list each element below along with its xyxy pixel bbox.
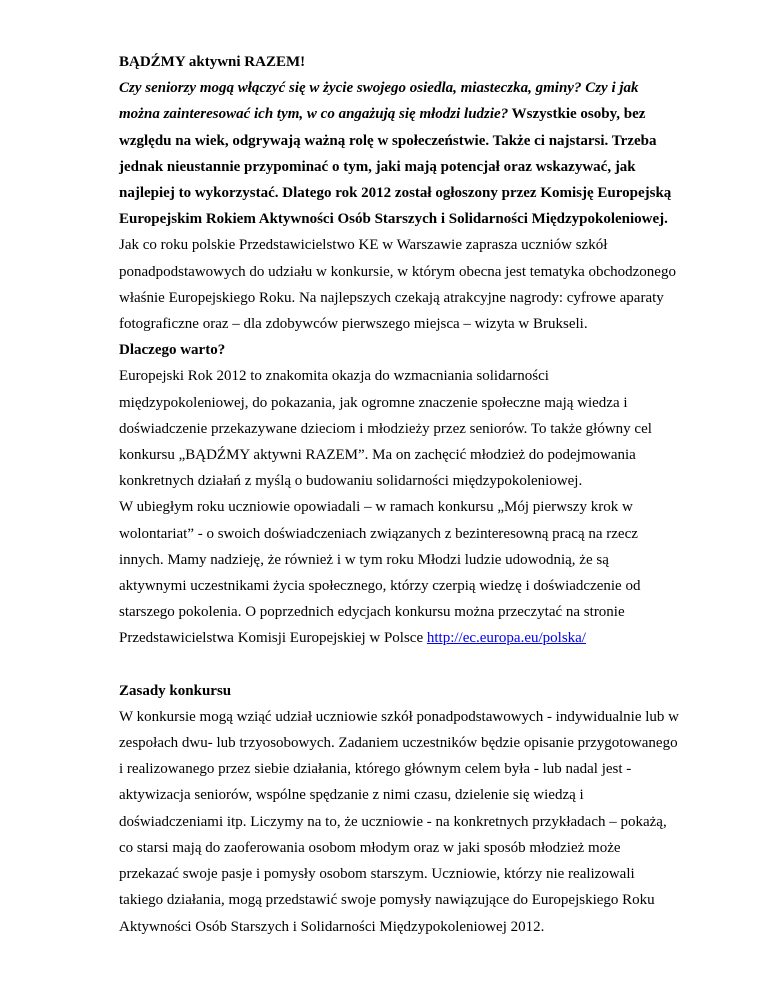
paragraph-why: Europejski Rok 2012 to znakomita okazja do wzmacniania solidarności międzypokoleniowej, do pokazania, jak ogromne znaczenie społeczne mają wiedza i doświadczenie przekazywane dzieciom i młodzieży przez seniorów. To także główny cel konkursu „BĄDŹMY aktywni RAZEM”. Ma on zachęcić młodzież do podejmowania konkretnych działań z myślą o budowaniu solidarności międzypokoleniowej.: [119, 368, 652, 490]
ec-europa-link[interactable]: http://ec.europa.eu/polska/: [426, 630, 586, 647]
paragraph-invitation: Jak co roku polskie Przedstawicielstwo KE w Warszawie zaprasza uczniów szkół ponadpodstawowych do udziału w konkursie, w którym obecna jest tematyka obchodzonego właśnie Europejskiego Roku. Na najlepszych czekają atrakcyjne nagrody: cyfrowe aparaty fotograficzne oraz – dla zdobywców pierwszego miejsca – wizyta w Brukseli.: [119, 237, 676, 333]
paragraph-rules: W konkursie mogą wziąć udział uczniowie szkół ponadpodstawowych - indywidualnie lub w zespołach dwu- lub trzyosobowych. Zadaniem uczestników będzie opisanie przygotowanego i realizowanego przez siebie działania, którego głównym celem była - lub nadal jest - aktywizacja seniorów, wspólne spędzanie z nimi czasu, dzielenie się wiedzą i doświadczeniami itp. Liczymy na to, że uczniowie - na konkretnych przykładach – pokażą, co starsi mają do zaoferowania osobom młodym oraz w jaki sposób młodzież może przekazać swoje pasje i pomysły osobom starszym. Uczniowie, którzy nie realizowali takiego działania, mogą przedstawić swoje pomysły nawiązujące do Europejskiego Roku Aktywności Osób Starszych i Solidarności Międzypokoleniowej 2012.: [119, 708, 680, 935]
document-page: [119, 49, 679, 940]
intro-paragraph: [119, 75, 679, 232]
intro-bold-text: Wszystkie osoby, bez względu na wiek, odgrywają ważną rolę w społeczeństwie. Także ci najstarsi. Trzeba jednak nieustannie przypominać o tym, jaki mają potencjał oraz wskazywać, jak najlepiej to wykorzystać. Dlatego rok 2012 został ogłoszony przez Komisję Europejską Europejskim Rokiem Aktywności Osób Starszych i Solidarności Międzypokoleniowej.: [119, 106, 672, 228]
heading-rules: Zasady konkursu: [119, 682, 232, 699]
intro-question: Czy seniorzy mogą włączyć się w życie swojego osiedla, miasteczka, gminy? Czy i jak można zainteresować ich tym, w co angażują się młodzi ludzie?: [119, 80, 639, 123]
document-title: BĄDŹMY aktywni RAZEM!: [119, 54, 306, 70]
paragraph-last-year: [119, 494, 679, 651]
blank-line: [119, 652, 679, 678]
heading-why: Dlaczego warto?: [119, 342, 226, 359]
paragraph-last-year-text: W ubiegłym roku uczniowie opowiadali – w ramach konkursu „Mój pierwszy krok w wolontariat” - o swoich doświadczeniach związanych z bezinteresowną pracą na rzecz innych. Mamy nadzieję, że również i w tym roku Młodzi ludzie udowodnią, że są aktywnymi uczestnikami życia społecznego, którzy czerpią wiedzę i doświadczenie od starszego pokolenia. O poprzednich edycjach konkursu można przeczytać na stronie Przedstawicielstwa Komisji Europejskiej w Polsce: [119, 499, 641, 647]
